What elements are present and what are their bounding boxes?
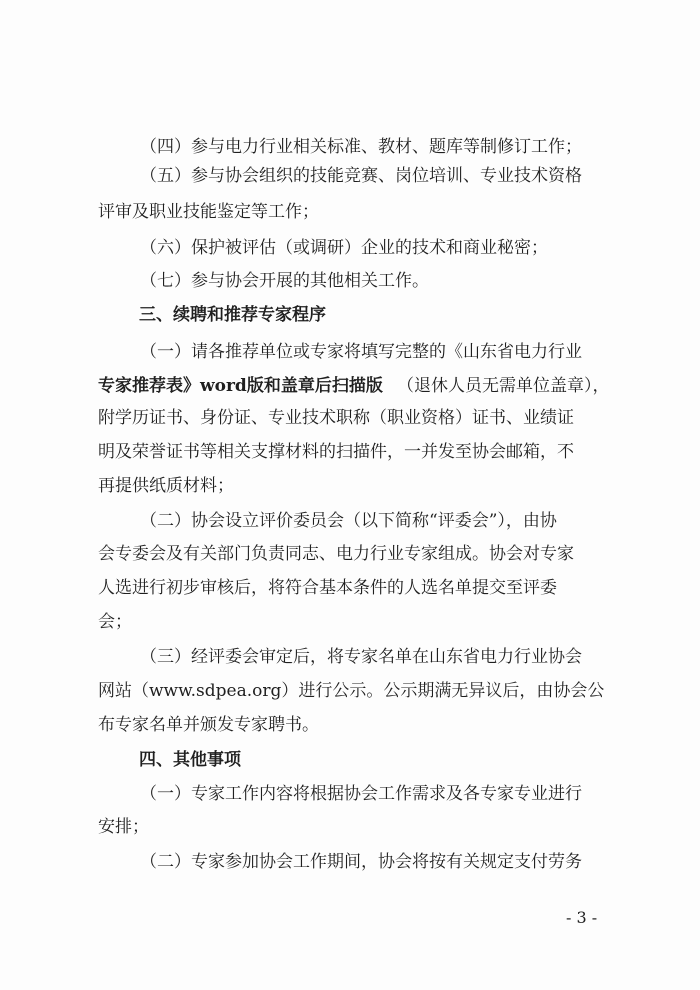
item-five-cont: 评审及职业技能鉴定等工作；: [98, 202, 319, 222]
procedure-three-cont-2: 布专家名单并颁发专家聘书。: [98, 715, 319, 735]
other-one-cont: 安排；: [98, 817, 149, 837]
section-heading-three: 三、续聘和推荐专家程序: [139, 305, 326, 325]
procedure-one-note: （退休人员无需单位盖章），: [397, 376, 610, 396]
procedure-one-cont-2: 明及荣誉证书等相关支撑材料的扫描件，一并发至协会邮箱，不: [98, 442, 574, 462]
procedure-one: （一）请各推荐单位或专家将填写完整的《山东省电力行业: [140, 342, 582, 362]
procedure-one-cont-1: 附学历证书、身份证、专业技术职称（职业资格）证书、业绩证: [98, 408, 574, 428]
procedure-two: （二）协会设立评价委员会（以下简称“评委会”），由协: [140, 511, 557, 531]
item-six: （六）保护被评估（或调研）企业的技术和商业秘密；: [140, 238, 548, 258]
other-one: （一）专家工作内容将根据协会工作需求及各专家专业进行: [140, 784, 582, 804]
procedure-two-cont-2: 人选进行初步审核后，将符合基本条件的人选名单提交至评委: [98, 578, 557, 598]
procedure-one-cont-3: 再提供纸质材料；: [98, 476, 234, 496]
procedure-three: （三）经评委会审定后，将专家名单在山东省电力行业协会: [140, 647, 582, 667]
procedure-two-cont-3: 会；: [98, 612, 132, 632]
page-number: - 3 -: [566, 908, 598, 927]
procedure-two-cont-1: 会专委会及有关部门负责同志、电力行业专家组成。协会对专家: [98, 544, 574, 564]
item-four: （四）参与电力行业相关标准、教材、题库等制修订工作；: [140, 137, 582, 157]
section-heading-four: 四、其他事项: [139, 750, 241, 770]
procedure-three-cont-1: 网站（www.sdpea.org）进行公示。公示期满无异议后，由协会公: [98, 681, 605, 701]
item-seven: （七）参与协会开展的其他相关工作。: [140, 271, 429, 291]
other-two: （二）专家参加协会工作期间，协会将按有关规定支付劳务: [140, 852, 582, 872]
item-five: （五）参与协会组织的技能竞赛、岗位培训、专业技术资格: [140, 166, 582, 186]
procedure-one-bold: 专家推荐表》word版和盖章后扫描版: [98, 376, 383, 396]
